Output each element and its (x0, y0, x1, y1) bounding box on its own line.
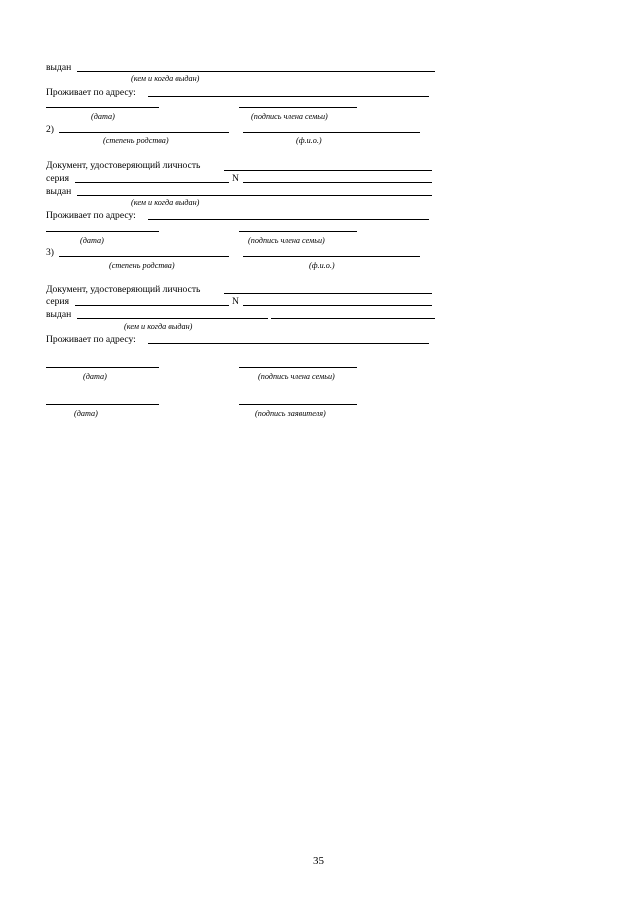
issued-label: выдан (46, 186, 72, 197)
issued-line[interactable] (77, 318, 268, 319)
member-signature-line[interactable] (239, 231, 357, 232)
issued-by-caption: (кем и когда выдан) (131, 198, 200, 207)
member-signature-caption: (подпись члена семьи) (251, 112, 328, 121)
issued-line[interactable] (77, 195, 432, 196)
member-signature-caption: (подпись члена семьи) (248, 236, 325, 245)
address-label: Проживает по адресу: (46, 87, 136, 98)
id-document-label: Документ, удостоверяющий личность (46, 284, 201, 295)
date-line[interactable] (46, 231, 159, 232)
address-line[interactable] (148, 96, 429, 97)
series-line[interactable] (75, 182, 229, 183)
id-document-line[interactable] (224, 293, 432, 294)
member-index: 2) (46, 124, 54, 135)
address-line[interactable] (148, 343, 429, 344)
relation-line[interactable] (59, 132, 229, 133)
issued-line[interactable] (77, 71, 435, 72)
applicant-date-caption: (дата) (74, 409, 98, 418)
fio-caption: (ф.и.о.) (296, 136, 322, 145)
relation-line[interactable] (59, 256, 229, 257)
issued-by-caption: (кем и когда выдан) (124, 322, 193, 331)
date-line[interactable] (46, 367, 159, 368)
date-line[interactable] (46, 107, 159, 108)
issued-by-caption: (кем и когда выдан) (131, 74, 200, 83)
date-caption: (дата) (91, 112, 115, 121)
relation-caption: (степень родства) (103, 136, 169, 145)
date-caption: (дата) (83, 372, 107, 381)
number-line[interactable] (243, 305, 432, 306)
member-index: 3) (46, 247, 54, 258)
date-caption: (дата) (80, 236, 104, 245)
applicant-signature-caption: (подпись заявителя) (255, 409, 326, 418)
id-document-label: Документ, удостоверяющий личность (46, 160, 201, 171)
number-label: N (232, 296, 239, 307)
address-line[interactable] (148, 219, 429, 220)
id-document-line[interactable] (224, 170, 432, 171)
address-label: Проживает по адресу: (46, 210, 136, 221)
issued-label: выдан (46, 62, 72, 73)
number-line[interactable] (243, 182, 432, 183)
relation-caption: (степень родства) (109, 261, 175, 270)
fio-line[interactable] (243, 256, 420, 257)
series-label: серия (46, 173, 69, 184)
series-line[interactable] (75, 305, 229, 306)
applicant-signature-line[interactable] (239, 404, 357, 405)
issued-label: выдан (46, 309, 72, 320)
number-label: N (232, 173, 239, 184)
series-label: серия (46, 296, 69, 307)
page-number: 35 (313, 855, 324, 867)
fio-caption: (ф.и.о.) (309, 261, 335, 270)
member-signature-line[interactable] (239, 367, 357, 368)
address-label: Проживает по адресу: (46, 334, 136, 345)
fio-line[interactable] (243, 132, 420, 133)
issued-line-extra[interactable] (271, 318, 435, 319)
member-signature-caption: (подпись члена семьи) (258, 372, 335, 381)
member-signature-line[interactable] (239, 107, 357, 108)
applicant-date-line[interactable] (46, 404, 159, 405)
